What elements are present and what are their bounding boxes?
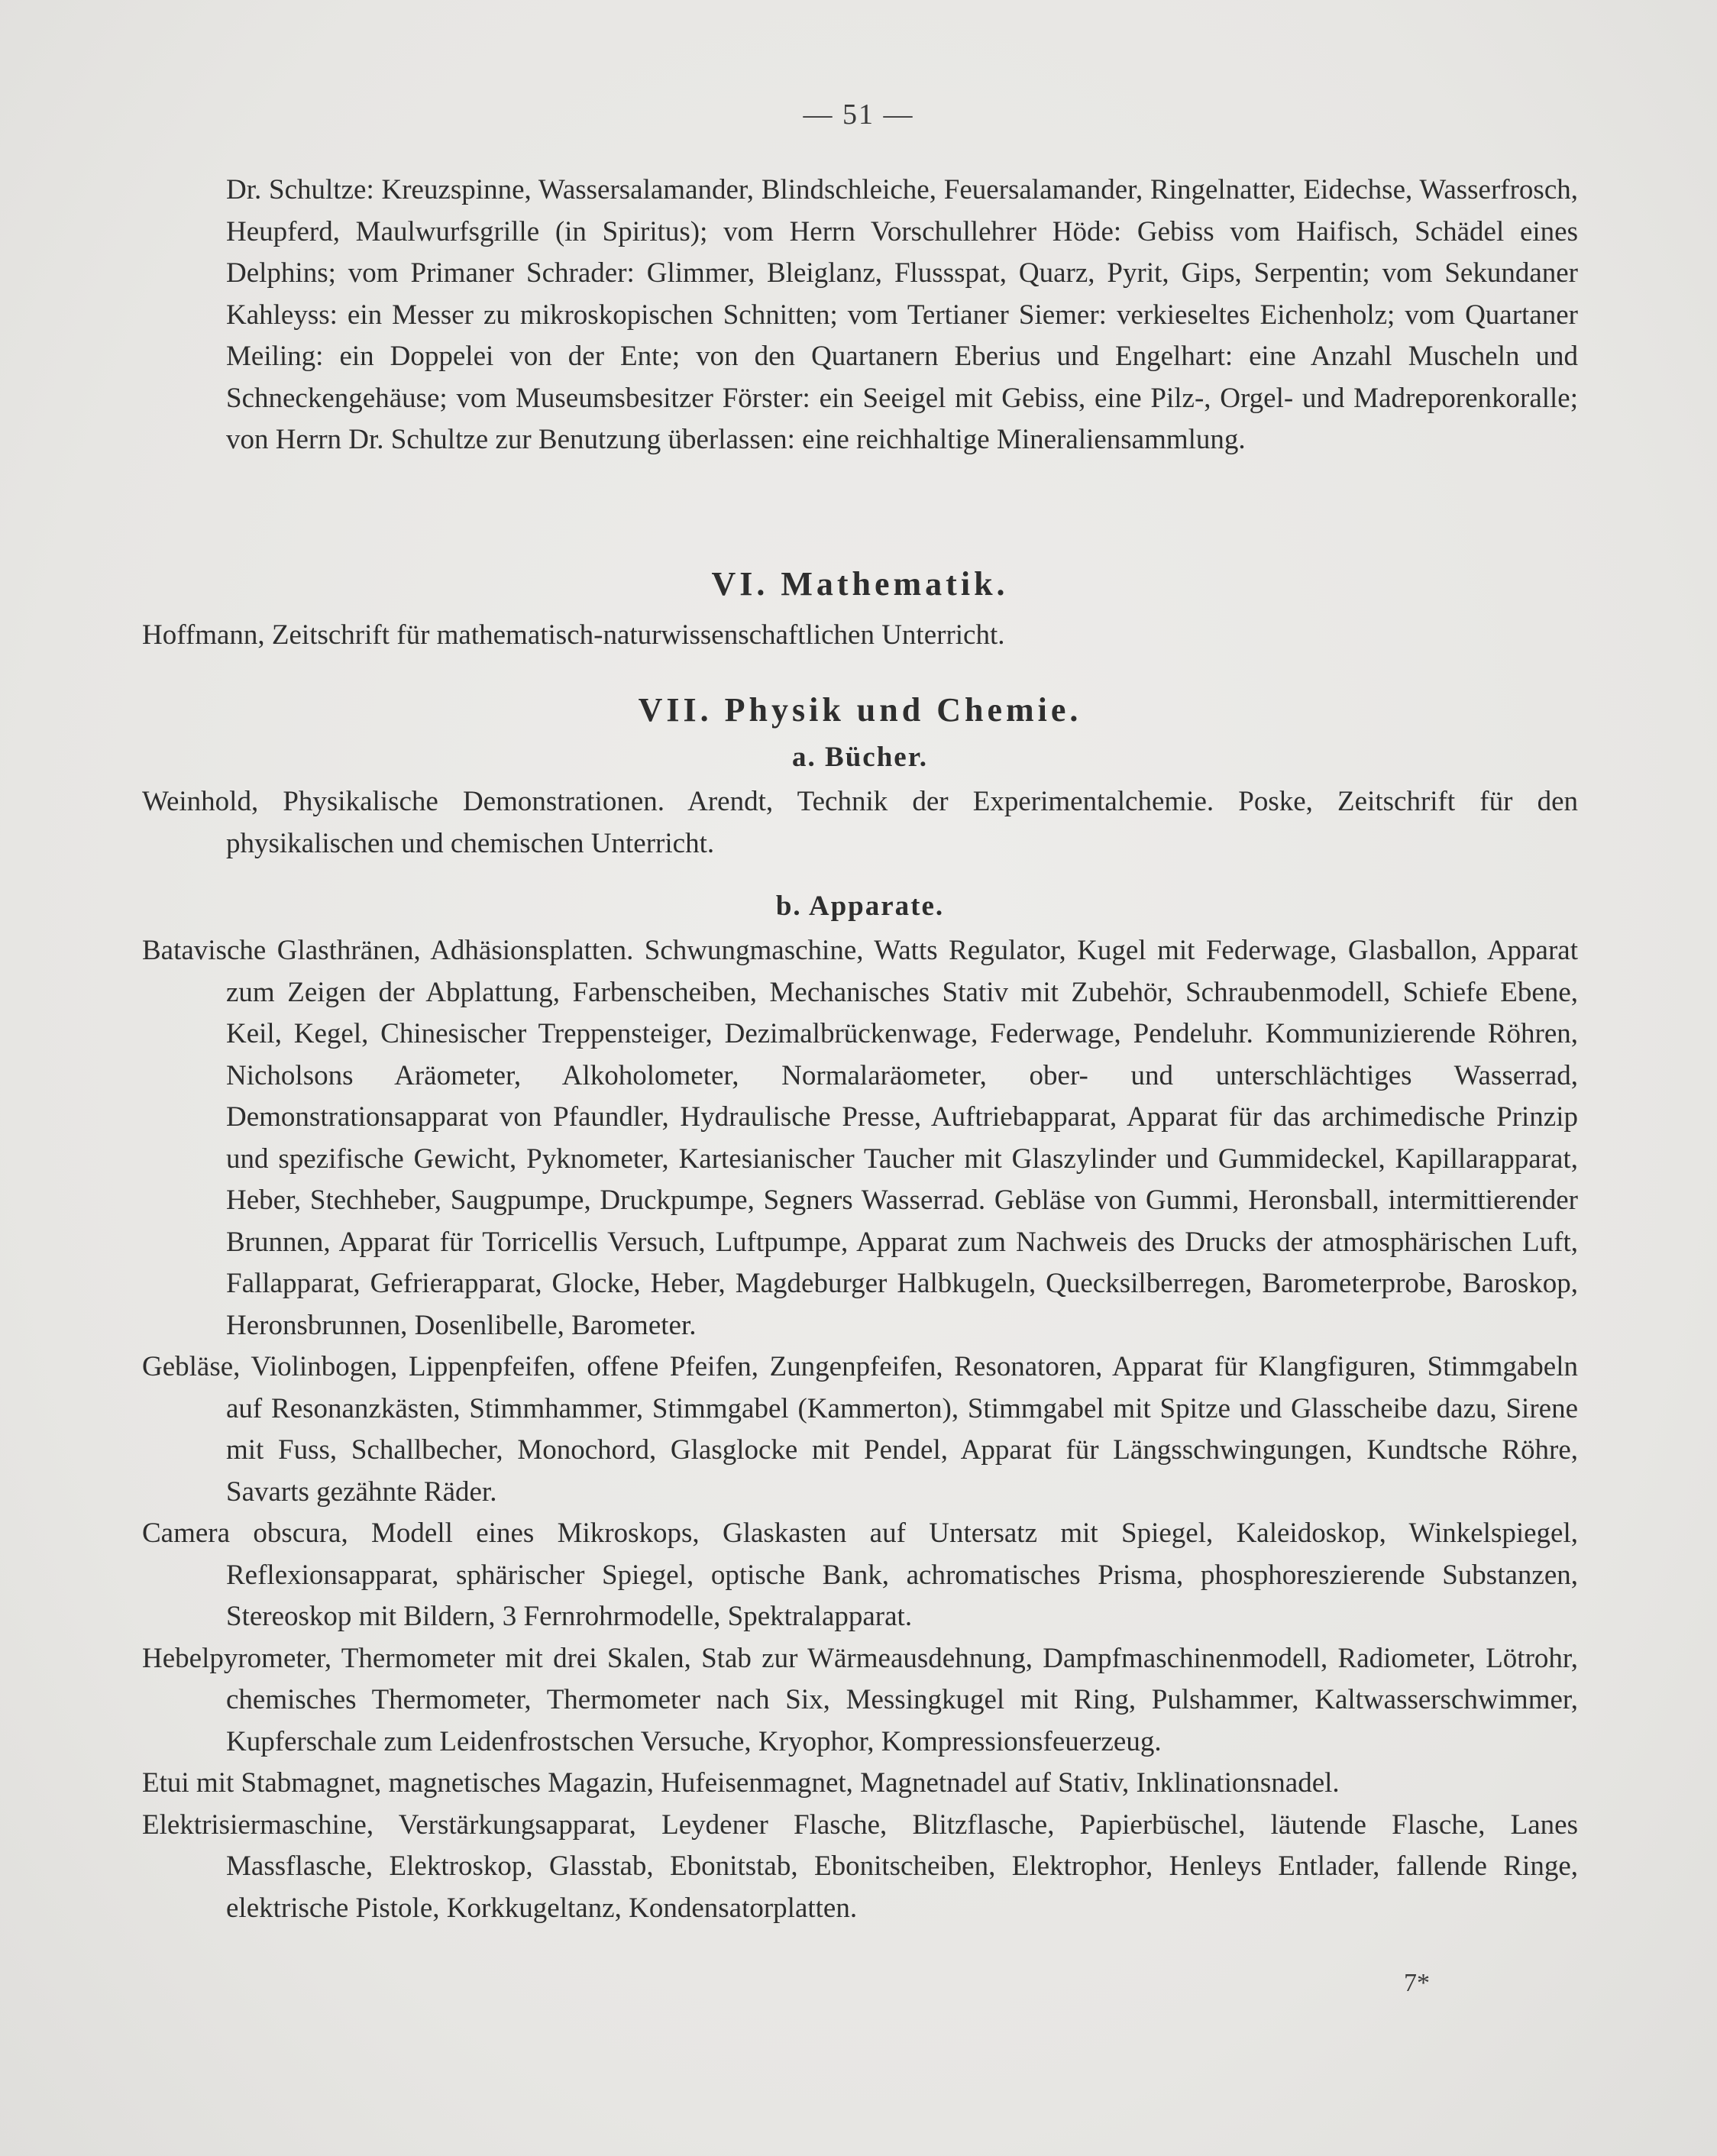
intro-block: [226, 170, 1578, 461]
sub-a-body: [142, 781, 1578, 865]
section-vii-heading: VII. Physik und Chemie.: [638, 691, 1082, 729]
section-vi-text: Hoffmann, Zeitschrift für mathematisch-naturwissenschaftlichen Unterricht.: [142, 619, 1005, 651]
page-number: — 51 —: [803, 99, 914, 131]
signature-mark: 7*: [1404, 1969, 1430, 1997]
list-item: Etui mit Stabmagnet, magnetisches Magazin, Hufeisenmagnet, Magnetnadel auf Stativ, Inklinationsnadel.: [142, 1767, 1340, 1799]
section-vii-b: [142, 886, 1578, 928]
section-vi-heading: VI. Mathematik.: [711, 565, 1009, 603]
list-item: Gebläse, Violinbogen, Lippenpfeifen, offene Pfeifen, Zungenpfeifen, Resonatoren, Apparat für Klangfiguren, Stimmgabeln auf Resonanzkästen, Stimmhammer, Stimmgabel (Kammerton), Stimmgabel mit Spitze und Glasscheibe dazu, Sirene mit Fuss, Schallbecher, Monochord, Glasglocke mit Pendel, Apparat für Längsschwingungen, Kundtsche Röhre, Savarts gezähnte Räder.: [142, 1351, 1578, 1508]
sub-b-heading: b. Apparate.: [775, 891, 945, 922]
list-item: Batavische Glasthränen, Adhäsionsplatten. Schwungmaschine, Watts Regulator, Kugel mit Federwage, Glasballon, Apparat zum Zeigen der Abplattung, Farbenscheiben, Mechanisches Stativ mit Zubehör, Schraubenmodell, Schiefe Ebene, Keil, Kegel, Chinesischer Treppensteiger, Dezimalbrückenwage, Federwage, Pendeluhr. Kommunizierende Röhren, Nicholsons Aräometer, Alkoholometer, Normalaräometer, ober- und unterschlächtiges Wasserrad, Demonstrationsapparat von Pfaundler, Hydraulische Presse, Auftriebapparat, Apparat für das archimedische Prinzip und spezifische Gewicht, Pyknometer, Kartesianischer Taucher mit Glaszylinder und Gummideckel, Kapillarapparat, Heber, Stechheber, Saugpumpe, Druckpumpe, Segners Wasserrad. Gebläse von Gummi, Heronsball, intermittierender Brunnen, Apparat für Torricellis Versuch, Luftpumpe, Apparat zum Nachweis des Drucks der atmosphärischen Luft, Fallapparat, Gefrierapparat, Glocke, Heber, Magdeburger Halbkugeln, Quecksilberregen, Barometerprobe, Baroskop, Heronsbrunnen, Dosenlibelle, Barometer.: [142, 935, 1578, 1341]
list-item: Elektrisiermaschine, Verstärkungsapparat, Leydener Flasche, Blitzflasche, Papierbüschel, läutende Flasche, Lanes Massflasche, Elektroskop, Glasstab, Ebonitstab, Ebonitscheiben, Elektrophor, Henleys Entlader, fallende Ringe, elektrische Pistole, Korkkugeltanz, Kondensatorplatten.: [142, 1809, 1578, 1924]
section-vii: [142, 690, 1578, 732]
list-item: Hebelpyrometer, Thermometer mit drei Skalen, Stab zur Wärmeausdehnung, Dampfmaschinenmodell, Radiometer, Lötrohr, chemisches Thermometer, Thermometer nach Six, Messingkugel mit Ring, Pulshammer, Kaltwasserschwimmer, Kupferschale zum Leidenfrostschen Versuche, Kryophor, Kompressionsfeuerzeug.: [142, 1642, 1578, 1757]
sub-a-heading: a. Bücher.: [792, 742, 928, 773]
section-vi: [142, 564, 1578, 606]
section-vii-a: [142, 737, 1578, 779]
intro-paragraph: Dr. Schultze: Kreuzspinne, Wassersalamander, Blindschleiche, Feuersalamander, Ringelnatter, Eidechse, Wasserfrosch, Heupferd, Maulwurfsgrille (in Spiritus); vom Herrn Vorschullehrer Höde: Gebiss vom Haifisch, Schädel eines Delphins; vom Primaner Schrader: Glimmer, Bleiglanz, Flussspat, Quarz, Pyrit, Gips, Serpentin; vom Sekundaner Kahleyss: ein Messer zu mikroskopischen Schnitten; vom Tertianer Siemer: verkieseltes Eichenholz; vom Quartaner Meiling: ein Doppelei von der Ente; von den Quartanern Eberius und Engelhart: eine Anzahl Muscheln und Schneckengehäuse; vom Museumsbesitzer Förster: ein Seeigel mit Gebiss, eine Pilz-, Orgel- und Madreporenkoralle; von Herrn Dr. Schultze zur Benutzung überlassen: eine reichhaltige Mineraliensammlung.: [226, 174, 1578, 455]
list-item: Camera obscura, Modell eines Mikroskops, Glaskasten auf Untersatz mit Spiegel, Kaleidoskop, Winkelspiegel, Reflexionsapparat, sphärischer Spiegel, optische Bank, achromatisches Prisma, phosphoreszierende Substanzen, Stereoskop mit Bildern, 3 Fernrohrmodelle, Spektralapparat.: [142, 1518, 1578, 1632]
apparate-list: [142, 930, 1578, 1929]
section-vi-body: [142, 615, 1578, 657]
sub-a-text: Weinhold, Physikalische Demonstrationen. Arendt, Technik der Experimentalchemie. Poske, Zeitschrift für den physikalischen und chemischen Unterricht.: [142, 786, 1578, 859]
